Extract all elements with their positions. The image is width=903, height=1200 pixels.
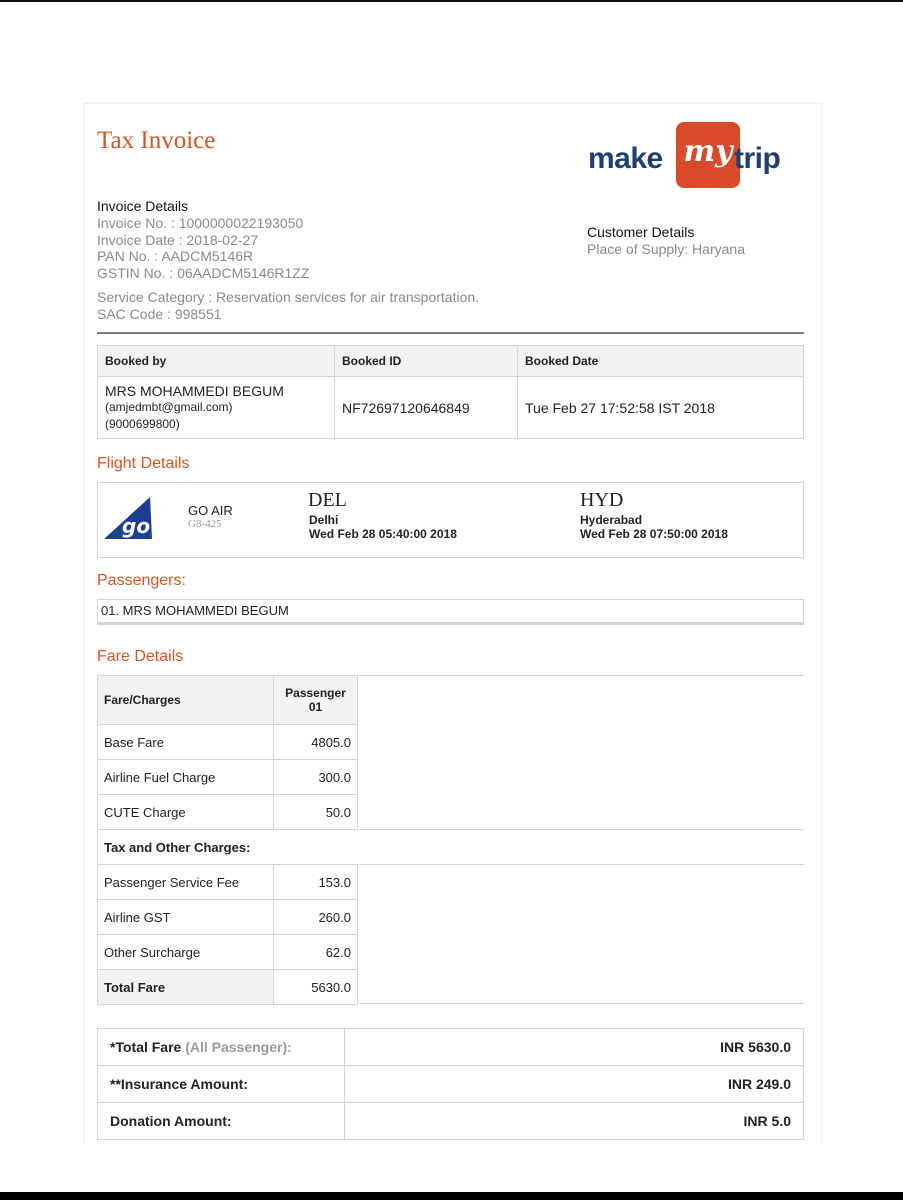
flight-code: G8-425 <box>188 518 222 530</box>
invoice-details-heading: Invoice Details <box>97 198 189 214</box>
booker-email[interactable]: (amjedmbt@gmail.com) <box>105 399 233 414</box>
tax-section-top-line <box>359 829 804 830</box>
tax-section-bottom-line <box>359 864 804 865</box>
fare-table <box>97 675 358 1005</box>
booker-phone: (9000699800) <box>105 416 180 431</box>
passenger-row <box>97 599 804 625</box>
destination-city: Hyderabad <box>580 513 643 527</box>
place-of-supply: Place of Supply: Haryana <box>587 241 745 257</box>
arrival-time: Wed Feb 28 07:50:00 2018 <box>580 527 728 541</box>
summary-total-label <box>98 1029 345 1066</box>
customer-details-heading: Customer Details <box>587 224 695 240</box>
booker-name: MRS MOHAMMEDI BEGUM <box>105 382 284 399</box>
total-fare-value: 5630.0 <box>274 970 358 1005</box>
booking-table <box>97 345 804 439</box>
tax-label: Other Surcharge <box>98 935 274 970</box>
fare-charges-header: Fare/Charges <box>98 676 274 725</box>
gstin-number: GSTIN No. : 06AADCM5146R1ZZ <box>97 265 310 281</box>
airline-name: GO AIR <box>188 503 233 518</box>
departure-time: Wed Feb 28 05:40:00 2018 <box>309 527 457 541</box>
summary-table <box>97 1028 804 1140</box>
fare-top-line <box>359 675 804 676</box>
flight-card <box>97 482 804 558</box>
fare-label: Airline Fuel Charge <box>98 760 274 795</box>
donation-label: Donation Amount: <box>98 1103 345 1140</box>
booking-date: Tue Feb 27 17:52:58 IST 2018 <box>518 377 804 439</box>
invoice-date: Invoice Date : 2018-02-27 <box>97 232 259 248</box>
insurance-value: INR 249.0 <box>345 1066 804 1103</box>
fare-label: CUTE Charge <box>98 795 274 830</box>
summary-total-value: INR 5630.0 <box>345 1029 804 1066</box>
passenger-col-label: Passenger <box>285 686 346 700</box>
bottom-border <box>0 1192 903 1200</box>
page-title: Tax Invoice <box>97 127 216 154</box>
fare-value: 50.0 <box>274 795 358 830</box>
summary-total-note: (All Passenger): <box>185 1039 292 1055</box>
donation-value: INR 5.0 <box>345 1103 804 1140</box>
passenger-name: 01. MRS MOHAMMEDI BEGUM <box>101 603 289 618</box>
tax-label: Airline GST <box>98 900 274 935</box>
logo-trip-text: trip <box>734 142 781 175</box>
tax-value: 153.0 <box>274 865 358 900</box>
booking-id: NF72697120646849 <box>335 377 518 439</box>
tax-charges-heading: Tax and Other Charges: <box>98 830 358 865</box>
tax-label: Passenger Service Fee <box>98 865 274 900</box>
pan-number: PAN No. : AADCM5146R <box>97 248 254 264</box>
goair-logo-text: go <box>122 514 151 538</box>
fare-value: 300.0 <box>274 760 358 795</box>
insurance-label: **Insurance Amount: <box>98 1066 345 1103</box>
invoice-number: Invoice No. : 1000000022193050 <box>97 215 304 231</box>
fare-label: Base Fare <box>98 725 274 760</box>
tax-value: 62.0 <box>274 935 358 970</box>
origin-city: Delhi <box>309 513 339 527</box>
booked-by-header: Booked by <box>98 346 335 377</box>
tax-value: 260.0 <box>274 900 358 935</box>
passenger-col-number: 01 <box>308 700 323 714</box>
fare-details-heading: Fare Details <box>97 648 184 665</box>
summary-total-text: *Total Fare <box>110 1039 182 1055</box>
flight-details-heading: Flight Details <box>97 455 190 472</box>
service-category: Service Category : Reservation services for air transportation. <box>97 289 480 305</box>
origin-code: DEL <box>308 489 347 511</box>
destination-code: HYD <box>580 489 624 511</box>
logo-make-text: make <box>588 142 663 175</box>
booked-date-header: Booked Date <box>518 346 804 377</box>
goair-logo-icon <box>104 497 152 539</box>
booked-id-header: Booked ID <box>335 346 518 377</box>
booked-by-cell <box>98 377 335 439</box>
makemytrip-logo <box>588 122 803 188</box>
passengers-heading: Passengers: <box>97 572 186 589</box>
sac-code: SAC Code : 998551 <box>97 306 222 322</box>
fare-value: 4805.0 <box>274 725 358 760</box>
fare-bottom-line <box>359 1003 804 1004</box>
passenger-col-header <box>274 676 358 725</box>
top-border <box>0 0 903 2</box>
total-fare-label: Total Fare <box>98 970 274 1005</box>
logo-my-box: my <box>676 122 740 188</box>
divider <box>97 332 804 334</box>
